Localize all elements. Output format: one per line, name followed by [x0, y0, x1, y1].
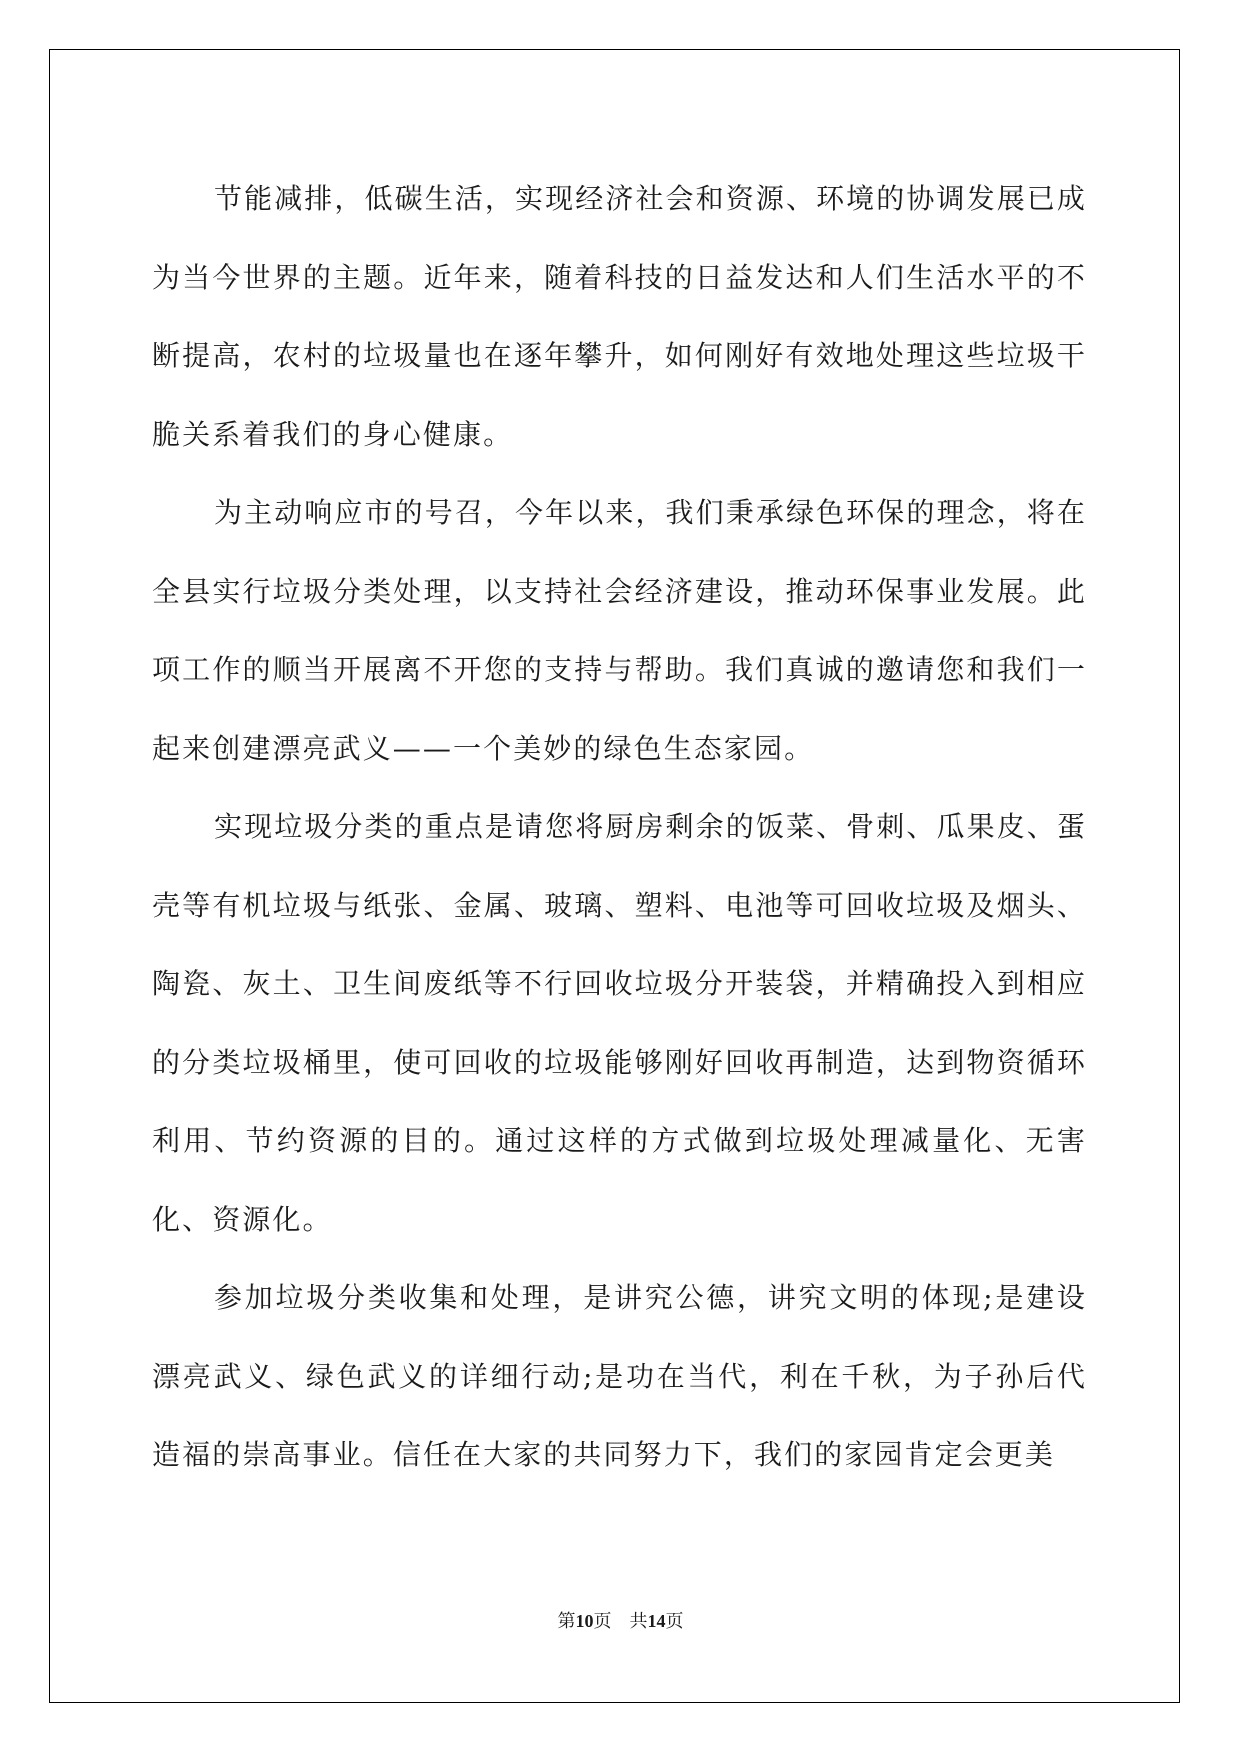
page-footer: [0, 1609, 1241, 1634]
page-label-suffix: 页: [665, 1611, 684, 1632]
paragraph: 为主动响应市的号召，今年以来，我们秉承绿色环保的理念，将在全县实行垃圾分类处理，以支持社会经济建设，推动环保事业发展。此项工作的顺当开展离不开您的支持与帮助。我们真诚的邀请您和我们一起来创建漂亮武义——一个美妙的绿色生态家园。: [152, 496, 1087, 765]
total-page-number: 14: [647, 1611, 666, 1631]
paragraph: 实现垃圾分类的重点是请您将厨房剩余的饭菜、骨刺、瓜果皮、蛋壳等有机垃圾与纸张、金属、玻璃、塑料、电池等可回收垃圾及烟头、陶瓷、灰土、卫生间废纸等不行回收垃圾分开装袋，并精确投入到相应的分类垃圾桶里，使可回收的垃圾能够刚好回收再制造，达到物资循环利用、节约资源的目的。通过这样的方式做到垃圾处理减量化、无害化、资源化。: [152, 810, 1087, 1236]
paragraph: 节能减排，低碳生活，实现经济社会和资源、环境的协调发展已成为当今世界的主题。近年来，随着科技的日益发达和人们生活水平的不断提高，农村的垃圾量也在逐年攀升，如何刚好有效地处理这些垃圾干脆关系着我们的身心健康。: [152, 182, 1087, 451]
page-label-mid: 页 共: [593, 1611, 648, 1632]
document-body: [152, 160, 1087, 1495]
page-label-prefix: 第: [557, 1611, 576, 1632]
paragraph: 参加垃圾分类收集和处理，是讲究公德，讲究文明的体现;是建设漂亮武义、绿色武义的详细行动;是功在当代，利在千秋，为子孙后代造福的崇高事业。信任在大家的共同努力下，我们的家园肯定会更美: [152, 1281, 1087, 1471]
current-page-number: 10: [575, 1611, 594, 1631]
